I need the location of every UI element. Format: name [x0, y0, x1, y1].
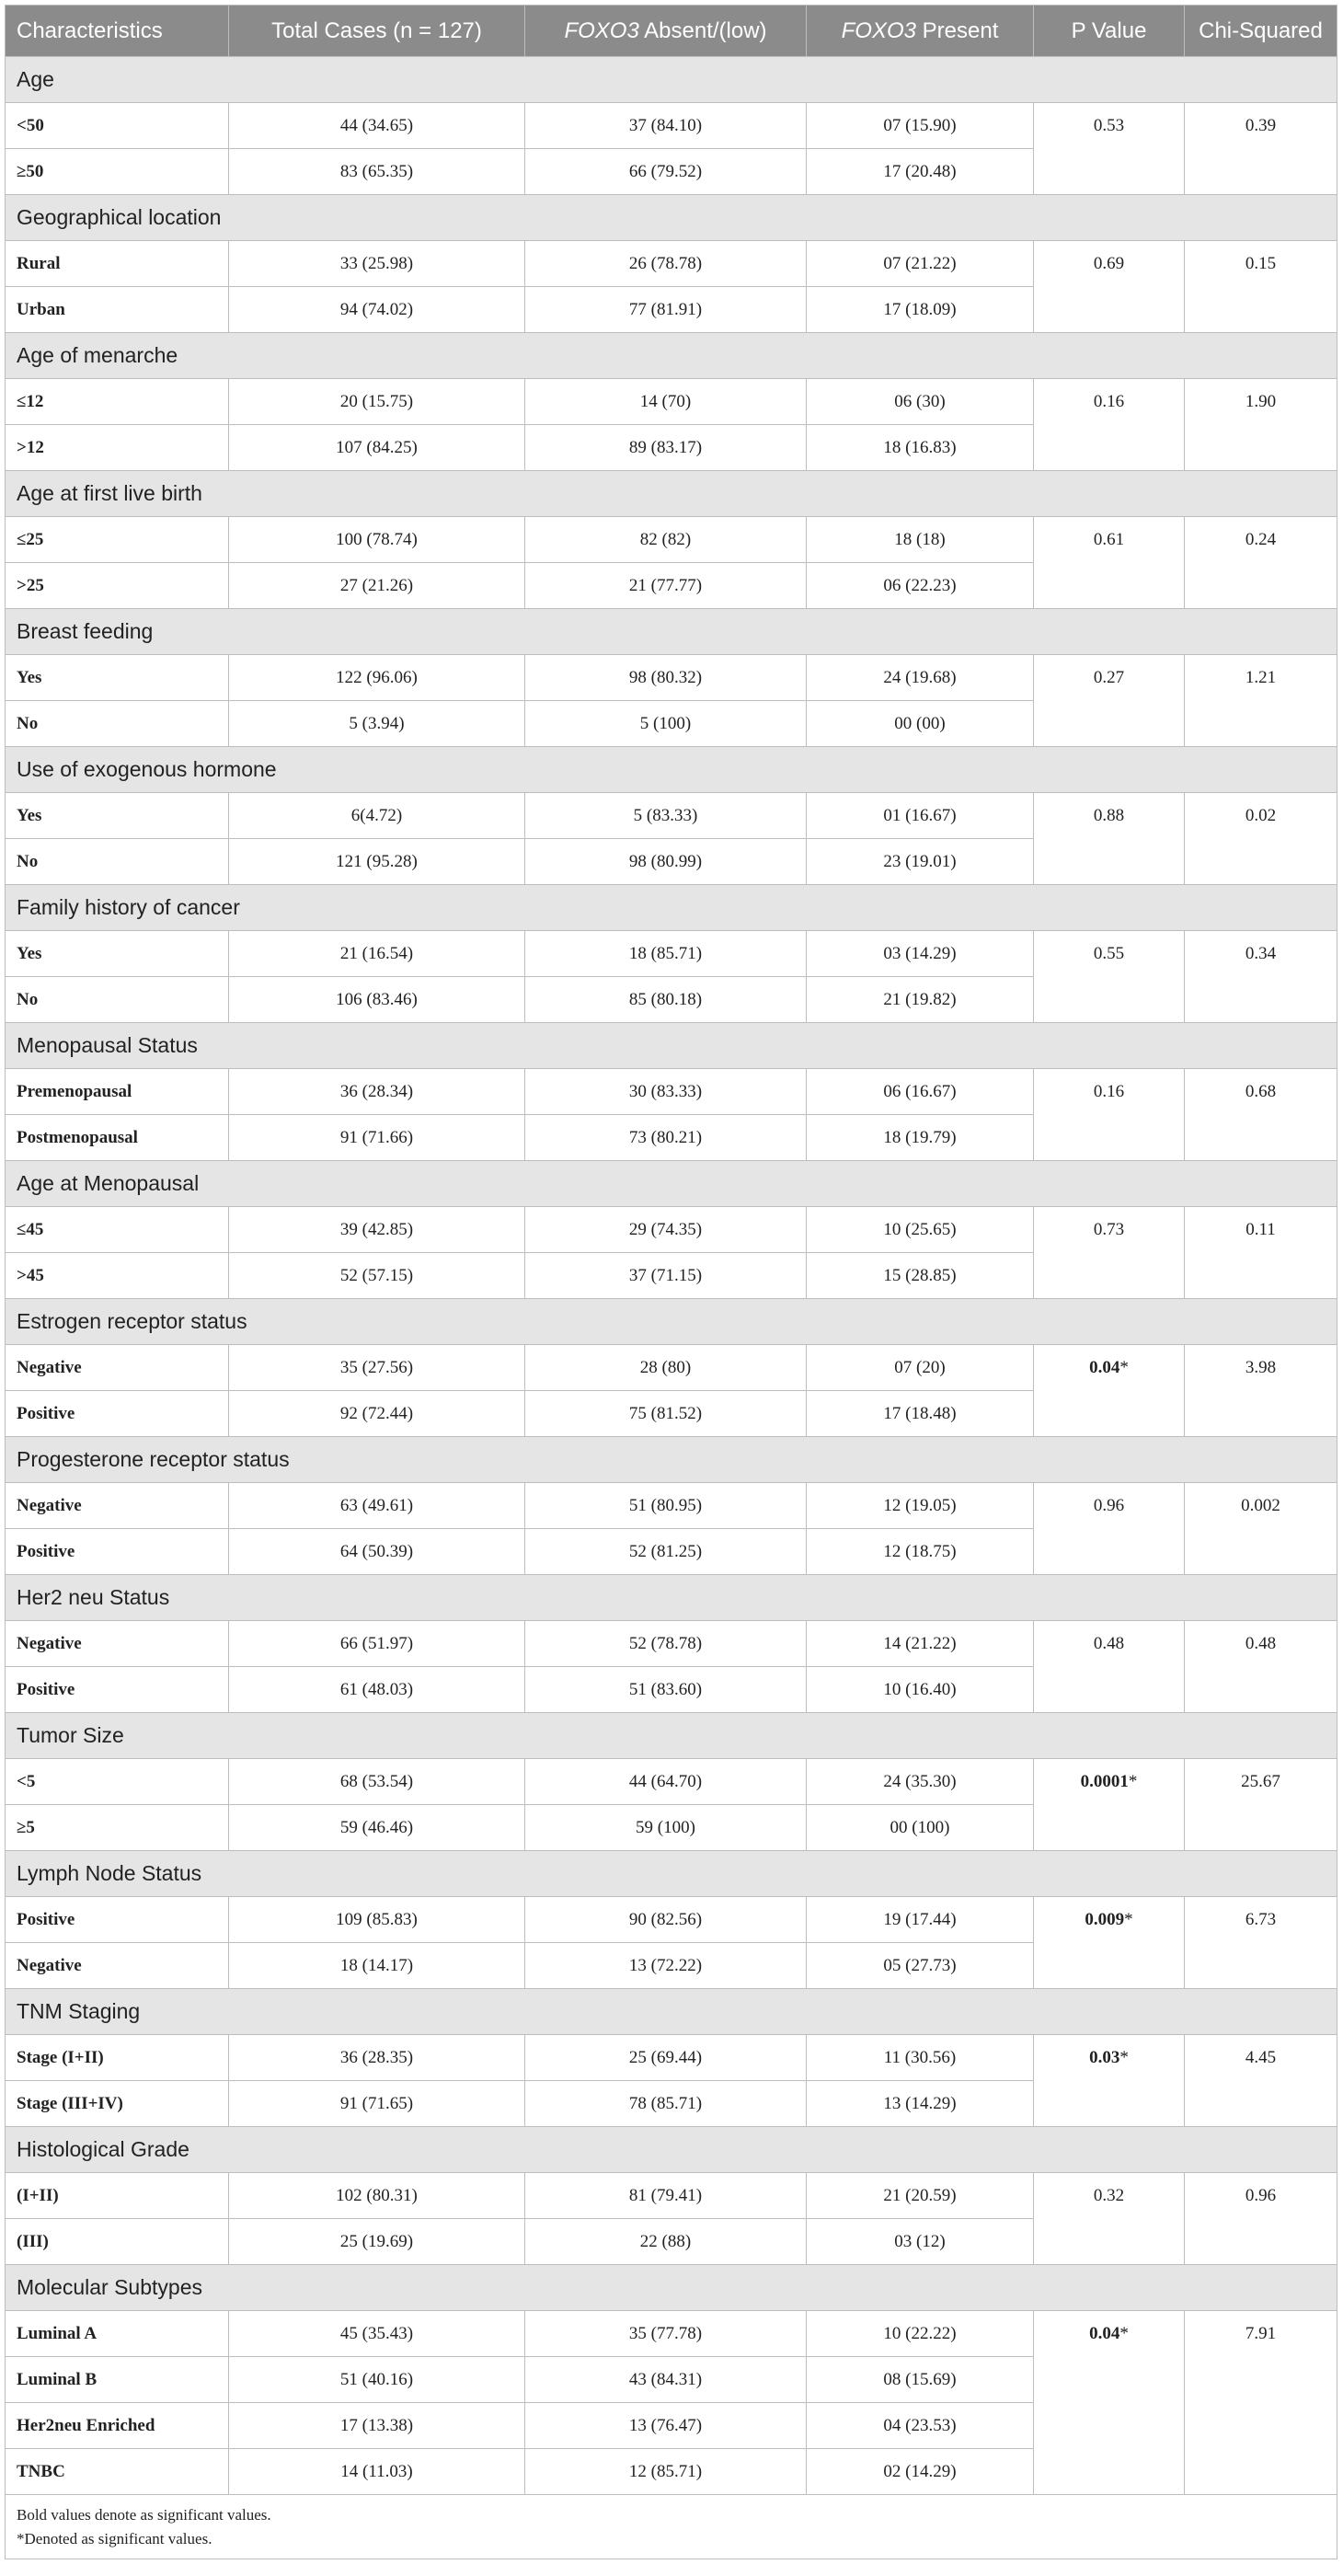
- row-label: Yes: [6, 655, 229, 701]
- p-value-cell: [1034, 1207, 1185, 1299]
- section-title: Breast feeding: [6, 609, 1337, 655]
- foxo3-present-cell: 06 (30): [807, 379, 1034, 425]
- p-value-cell: [1034, 1759, 1185, 1851]
- foxo3-present-cell: 24 (35.30): [807, 1759, 1034, 1805]
- foxo3-absent-cell: 13 (72.22): [525, 1943, 807, 1989]
- header-row: [6, 6, 1337, 57]
- section-title: Her2 neu Status: [6, 1575, 1337, 1621]
- row-label: Urban: [6, 287, 229, 333]
- row-label: Positive: [6, 1897, 229, 1943]
- foxo3-absent-cell: 37 (71.15): [525, 1253, 807, 1299]
- foxo3-absent-cell: 89 (83.17): [525, 425, 807, 471]
- foxo3-absent-cell: 51 (83.60): [525, 1667, 807, 1713]
- foxo3-present-cell: 02 (14.29): [807, 2449, 1034, 2495]
- header-p-value: P Value: [1034, 6, 1185, 57]
- p-value: 0.55: [1093, 944, 1125, 963]
- foxo3-absent-cell: 18 (85.71): [525, 931, 807, 977]
- total-cases-cell: 44 (34.65): [229, 103, 525, 149]
- section-row: [6, 57, 1337, 103]
- section-row: [6, 1161, 1337, 1207]
- foxo3-present-cell: 04 (23.53): [807, 2403, 1034, 2449]
- p-value: 0.03: [1089, 2048, 1120, 2067]
- foxo3-present-cell: 23 (19.01): [807, 839, 1034, 885]
- p-value: 0.69: [1093, 254, 1125, 273]
- total-cases-cell: 91 (71.66): [229, 1115, 525, 1161]
- row-label: Negative: [6, 1483, 229, 1529]
- section-row: [6, 333, 1337, 379]
- total-cases-cell: 63 (49.61): [229, 1483, 525, 1529]
- header-foxo3-present-gene: FOXO3: [841, 17, 916, 43]
- foxo3-present-cell: 06 (16.67): [807, 1069, 1034, 1115]
- p-value-cell: [1034, 1069, 1185, 1161]
- foxo3-absent-cell: 26 (78.78): [525, 241, 807, 287]
- header-foxo3-present-text: Present: [915, 17, 999, 43]
- table-container: [5, 5, 1337, 2559]
- row-label: Premenopausal: [6, 1069, 229, 1115]
- foxo3-absent-cell: 75 (81.52): [525, 1391, 807, 1437]
- section-title: Progesterone receptor status: [6, 1437, 1337, 1483]
- foxo3-absent-cell: 22 (88): [525, 2219, 807, 2265]
- section-row: [6, 1851, 1337, 1897]
- chi-squared-cell: 7.91: [1185, 2311, 1337, 2495]
- foxo3-absent-cell: 98 (80.99): [525, 839, 807, 885]
- row-label: No: [6, 701, 229, 747]
- header-chi-squared: Chi-Squared: [1185, 6, 1337, 57]
- total-cases-cell: 121 (95.28): [229, 839, 525, 885]
- foxo3-present-cell: 07 (20): [807, 1345, 1034, 1391]
- total-cases-cell: 36 (28.34): [229, 1069, 525, 1115]
- foxo3-present-cell: 18 (16.83): [807, 425, 1034, 471]
- foxo3-absent-cell: 59 (100): [525, 1805, 807, 1851]
- p-value: 0.32: [1093, 2186, 1125, 2205]
- p-value-cell: [1034, 1897, 1185, 1989]
- table-row: [6, 655, 1337, 701]
- section-title: Age of menarche: [6, 333, 1337, 379]
- foxo3-absent-cell: 81 (79.41): [525, 2173, 807, 2219]
- section-title: Age: [6, 57, 1337, 103]
- foxo3-present-cell: 10 (25.65): [807, 1207, 1034, 1253]
- p-value-cell: [1034, 379, 1185, 471]
- section-title: Lymph Node Status: [6, 1851, 1337, 1897]
- row-label: Postmenopausal: [6, 1115, 229, 1161]
- significance-mark: *: [1119, 1358, 1129, 1377]
- foxo3-absent-cell: 29 (74.35): [525, 1207, 807, 1253]
- foxo3-absent-cell: 73 (80.21): [525, 1115, 807, 1161]
- foxo3-absent-cell: 25 (69.44): [525, 2035, 807, 2081]
- section-title: Menopausal Status: [6, 1023, 1337, 1069]
- foxo3-present-cell: 05 (27.73): [807, 1943, 1034, 1989]
- foxo3-present-cell: 18 (19.79): [807, 1115, 1034, 1161]
- foxo3-absent-cell: 35 (77.78): [525, 2311, 807, 2357]
- total-cases-cell: 25 (19.69): [229, 2219, 525, 2265]
- total-cases-cell: 52 (57.15): [229, 1253, 525, 1299]
- table-row: [6, 241, 1337, 287]
- table-row: [6, 1207, 1337, 1253]
- foxo3-present-cell: 17 (18.48): [807, 1391, 1034, 1437]
- footnote-bold: Bold values denote as significant values.: [17, 2505, 271, 2524]
- section-row: [6, 471, 1337, 517]
- row-label: ≤12: [6, 379, 229, 425]
- p-value: 0.04: [1089, 2324, 1120, 2343]
- foxo3-present-cell: 07 (21.22): [807, 241, 1034, 287]
- foxo3-absent-cell: 13 (76.47): [525, 2403, 807, 2449]
- foxo3-present-cell: 08 (15.69): [807, 2357, 1034, 2403]
- table-row: [6, 379, 1337, 425]
- p-value: 0.53: [1093, 116, 1125, 135]
- foxo3-absent-cell: 52 (81.25): [525, 1529, 807, 1575]
- row-label: >25: [6, 563, 229, 609]
- total-cases-cell: 94 (74.02): [229, 287, 525, 333]
- foxo3-present-cell: 01 (16.67): [807, 793, 1034, 839]
- p-value-cell: [1034, 1621, 1185, 1713]
- section-title: Geographical location: [6, 195, 1337, 241]
- chi-squared-cell: 0.15: [1185, 241, 1337, 333]
- row-label: <50: [6, 103, 229, 149]
- table-row: [6, 2035, 1337, 2081]
- row-label: Rural: [6, 241, 229, 287]
- total-cases-cell: 36 (28.35): [229, 2035, 525, 2081]
- p-value: 0.16: [1093, 1082, 1125, 1101]
- row-label: Yes: [6, 793, 229, 839]
- foxo3-absent-cell: 5 (83.33): [525, 793, 807, 839]
- row-label: Yes: [6, 931, 229, 977]
- foxo3-absent-cell: 66 (79.52): [525, 149, 807, 195]
- row-label: >12: [6, 425, 229, 471]
- section-title: Age at first live birth: [6, 471, 1337, 517]
- row-label: (III): [6, 2219, 229, 2265]
- total-cases-cell: 102 (80.31): [229, 2173, 525, 2219]
- section-title: TNM Staging: [6, 1989, 1337, 2035]
- chi-squared-cell: 0.68: [1185, 1069, 1337, 1161]
- section-title: Age at Menopausal: [6, 1161, 1337, 1207]
- total-cases-cell: 35 (27.56): [229, 1345, 525, 1391]
- header-characteristics: Characteristics: [6, 6, 229, 57]
- total-cases-cell: 106 (83.46): [229, 977, 525, 1023]
- header-foxo3-absent: [525, 6, 807, 57]
- row-label: Negative: [6, 1345, 229, 1391]
- section-row: [6, 1299, 1337, 1345]
- row-label: <5: [6, 1759, 229, 1805]
- p-value: 0.009: [1085, 1910, 1125, 1929]
- chi-squared-cell: 0.34: [1185, 931, 1337, 1023]
- section-row: [6, 1713, 1337, 1759]
- section-title: Tumor Size: [6, 1713, 1337, 1759]
- row-label: >45: [6, 1253, 229, 1299]
- foxo3-present-cell: 15 (28.85): [807, 1253, 1034, 1299]
- section-row: [6, 1989, 1337, 2035]
- foxo3-absent-cell: 82 (82): [525, 517, 807, 563]
- foxo3-absent-cell: 12 (85.71): [525, 2449, 807, 2495]
- p-value-cell: [1034, 2311, 1185, 2495]
- total-cases-cell: 59 (46.46): [229, 1805, 525, 1851]
- section-row: [6, 885, 1337, 931]
- p-value-cell: [1034, 931, 1185, 1023]
- foxo3-present-cell: 03 (14.29): [807, 931, 1034, 977]
- table-row: [6, 1483, 1337, 1529]
- total-cases-cell: 83 (65.35): [229, 149, 525, 195]
- total-cases-cell: 107 (84.25): [229, 425, 525, 471]
- row-label: Luminal A: [6, 2311, 229, 2357]
- p-value: 0.73: [1093, 1220, 1125, 1239]
- foxo3-present-cell: 18 (18): [807, 517, 1034, 563]
- table-row: [6, 931, 1337, 977]
- row-label: ≥50: [6, 149, 229, 195]
- foxo3-absent-cell: 14 (70): [525, 379, 807, 425]
- significance-mark: *: [1119, 2324, 1129, 2343]
- chi-squared-cell: 6.73: [1185, 1897, 1337, 1989]
- chi-squared-cell: 3.98: [1185, 1345, 1337, 1437]
- section-title: Histological Grade: [6, 2127, 1337, 2173]
- total-cases-cell: 33 (25.98): [229, 241, 525, 287]
- foxo3-present-cell: 10 (22.22): [807, 2311, 1034, 2357]
- section-row: [6, 195, 1337, 241]
- table-row: [6, 1069, 1337, 1115]
- section-title: Use of exogenous hormone: [6, 747, 1337, 793]
- foxo3-present-cell: 12 (19.05): [807, 1483, 1034, 1529]
- foxo3-present-cell: 11 (30.56): [807, 2035, 1034, 2081]
- total-cases-cell: 92 (72.44): [229, 1391, 525, 1437]
- section-title: Family history of cancer: [6, 885, 1337, 931]
- row-label: Negative: [6, 1621, 229, 1667]
- table-row: [6, 1345, 1337, 1391]
- header-total-cases: Total Cases (n = 127): [229, 6, 525, 57]
- foxo3-absent-cell: 5 (100): [525, 701, 807, 747]
- p-value: 0.88: [1093, 806, 1125, 825]
- total-cases-cell: 61 (48.03): [229, 1667, 525, 1713]
- row-label: Stage (I+II): [6, 2035, 229, 2081]
- foxo3-absent-cell: 28 (80): [525, 1345, 807, 1391]
- section-title: Molecular Subtypes: [6, 2265, 1337, 2311]
- foxo3-absent-cell: 85 (80.18): [525, 977, 807, 1023]
- significance-mark: *: [1128, 1772, 1138, 1791]
- total-cases-cell: 51 (40.16): [229, 2357, 525, 2403]
- p-value: 0.0001: [1080, 1772, 1129, 1791]
- total-cases-cell: 122 (96.06): [229, 655, 525, 701]
- section-row: [6, 609, 1337, 655]
- foxo3-absent-cell: 51 (80.95): [525, 1483, 807, 1529]
- table-row: [6, 1897, 1337, 1943]
- table-row: [6, 103, 1337, 149]
- p-value-cell: [1034, 241, 1185, 333]
- chi-squared-cell: 0.96: [1185, 2173, 1337, 2265]
- total-cases-cell: 66 (51.97): [229, 1621, 525, 1667]
- section-row: [6, 1437, 1337, 1483]
- foxo3-present-cell: 12 (18.75): [807, 1529, 1034, 1575]
- p-value-cell: [1034, 2035, 1185, 2127]
- total-cases-cell: 64 (50.39): [229, 1529, 525, 1575]
- foxo3-present-cell: 17 (20.48): [807, 149, 1034, 195]
- chi-squared-cell: 1.21: [1185, 655, 1337, 747]
- table-row: [6, 793, 1337, 839]
- foxo3-absent-cell: 78 (85.71): [525, 2081, 807, 2127]
- p-value-cell: [1034, 655, 1185, 747]
- foxo3-present-cell: 13 (14.29): [807, 2081, 1034, 2127]
- section-row: [6, 2127, 1337, 2173]
- significance-mark: *: [1119, 2048, 1129, 2067]
- foxo3-present-cell: 14 (21.22): [807, 1621, 1034, 1667]
- table-row: [6, 2173, 1337, 2219]
- row-label: TNBC: [6, 2449, 229, 2495]
- chi-squared-cell: 0.02: [1185, 793, 1337, 885]
- foxo3-present-cell: 24 (19.68): [807, 655, 1034, 701]
- foxo3-present-cell: 07 (15.90): [807, 103, 1034, 149]
- chi-squared-cell: 0.002: [1185, 1483, 1337, 1575]
- foxo3-absent-cell: 43 (84.31): [525, 2357, 807, 2403]
- total-cases-cell: 68 (53.54): [229, 1759, 525, 1805]
- foxo3-absent-cell: 90 (82.56): [525, 1897, 807, 1943]
- section-row: [6, 2265, 1337, 2311]
- p-value: 0.27: [1093, 668, 1125, 687]
- foxo3-absent-cell: 44 (64.70): [525, 1759, 807, 1805]
- row-label: Negative: [6, 1943, 229, 1989]
- foxo3-present-cell: 06 (22.23): [807, 563, 1034, 609]
- foxo3-present-cell: 10 (16.40): [807, 1667, 1034, 1713]
- section-row: [6, 747, 1337, 793]
- header-foxo3-absent-text: Absent/(low): [638, 17, 767, 43]
- foxo3-absent-cell: 30 (83.33): [525, 1069, 807, 1115]
- row-label: Luminal B: [6, 2357, 229, 2403]
- foxo3-present-cell: 21 (19.82): [807, 977, 1034, 1023]
- row-label: (I+II): [6, 2173, 229, 2219]
- foxo3-characteristics-table: [5, 5, 1337, 2559]
- foxo3-absent-cell: 37 (84.10): [525, 103, 807, 149]
- total-cases-cell: 6(4.72): [229, 793, 525, 839]
- p-value-cell: [1034, 1483, 1185, 1575]
- section-row: [6, 1575, 1337, 1621]
- foxo3-absent-cell: 77 (81.91): [525, 287, 807, 333]
- section-row: [6, 1023, 1337, 1069]
- foxo3-present-cell: 00 (00): [807, 701, 1034, 747]
- total-cases-cell: 18 (14.17): [229, 1943, 525, 1989]
- total-cases-cell: 39 (42.85): [229, 1207, 525, 1253]
- chi-squared-cell: 0.11: [1185, 1207, 1337, 1299]
- chi-squared-cell: 1.90: [1185, 379, 1337, 471]
- foxo3-present-cell: 03 (12): [807, 2219, 1034, 2265]
- row-label: ≤45: [6, 1207, 229, 1253]
- p-value: 0.04: [1089, 1358, 1120, 1377]
- row-label: ≥5: [6, 1805, 229, 1851]
- total-cases-cell: 17 (13.38): [229, 2403, 525, 2449]
- row-label: Stage (III+IV): [6, 2081, 229, 2127]
- footnote-cell: [6, 2495, 1337, 2559]
- table-body: [6, 57, 1337, 2495]
- total-cases-cell: 45 (35.43): [229, 2311, 525, 2357]
- row-label: No: [6, 839, 229, 885]
- p-value: 0.96: [1093, 1496, 1125, 1515]
- total-cases-cell: 5 (3.94): [229, 701, 525, 747]
- total-cases-cell: 27 (21.26): [229, 563, 525, 609]
- foxo3-present-cell: 19 (17.44): [807, 1897, 1034, 1943]
- foxo3-absent-cell: 98 (80.32): [525, 655, 807, 701]
- p-value-cell: [1034, 517, 1185, 609]
- total-cases-cell: 100 (78.74): [229, 517, 525, 563]
- row-label: Positive: [6, 1391, 229, 1437]
- total-cases-cell: 20 (15.75): [229, 379, 525, 425]
- foxo3-present-cell: 21 (20.59): [807, 2173, 1034, 2219]
- row-label: No: [6, 977, 229, 1023]
- p-value-cell: [1034, 1345, 1185, 1437]
- table-row: [6, 517, 1337, 563]
- p-value: 0.48: [1093, 1634, 1125, 1653]
- p-value-cell: [1034, 103, 1185, 195]
- p-value: 0.16: [1093, 392, 1125, 411]
- significance-mark: *: [1124, 1910, 1133, 1929]
- table-row: [6, 1759, 1337, 1805]
- footnote-row: [6, 2495, 1337, 2559]
- p-value: 0.61: [1093, 530, 1125, 549]
- total-cases-cell: 21 (16.54): [229, 931, 525, 977]
- row-label: Positive: [6, 1667, 229, 1713]
- section-title: Estrogen receptor status: [6, 1299, 1337, 1345]
- row-label: ≤25: [6, 517, 229, 563]
- chi-squared-cell: 0.48: [1185, 1621, 1337, 1713]
- row-label: Positive: [6, 1529, 229, 1575]
- header-foxo3-absent-gene: FOXO3: [564, 17, 639, 43]
- footnote-asterisk: *Denoted as significant values.: [17, 2529, 212, 2547]
- table-row: [6, 1621, 1337, 1667]
- foxo3-absent-cell: 21 (77.77): [525, 563, 807, 609]
- p-value-cell: [1034, 793, 1185, 885]
- chi-squared-cell: 25.67: [1185, 1759, 1337, 1851]
- chi-squared-cell: 0.24: [1185, 517, 1337, 609]
- total-cases-cell: 14 (11.03): [229, 2449, 525, 2495]
- chi-squared-cell: 0.39: [1185, 103, 1337, 195]
- chi-squared-cell: 4.45: [1185, 2035, 1337, 2127]
- foxo3-present-cell: 17 (18.09): [807, 287, 1034, 333]
- total-cases-cell: 91 (71.65): [229, 2081, 525, 2127]
- table-row: [6, 2311, 1337, 2357]
- total-cases-cell: 109 (85.83): [229, 1897, 525, 1943]
- header-foxo3-present: [807, 6, 1034, 57]
- foxo3-present-cell: 00 (100): [807, 1805, 1034, 1851]
- foxo3-absent-cell: 52 (78.78): [525, 1621, 807, 1667]
- p-value-cell: [1034, 2173, 1185, 2265]
- row-label: Her2neu Enriched: [6, 2403, 229, 2449]
